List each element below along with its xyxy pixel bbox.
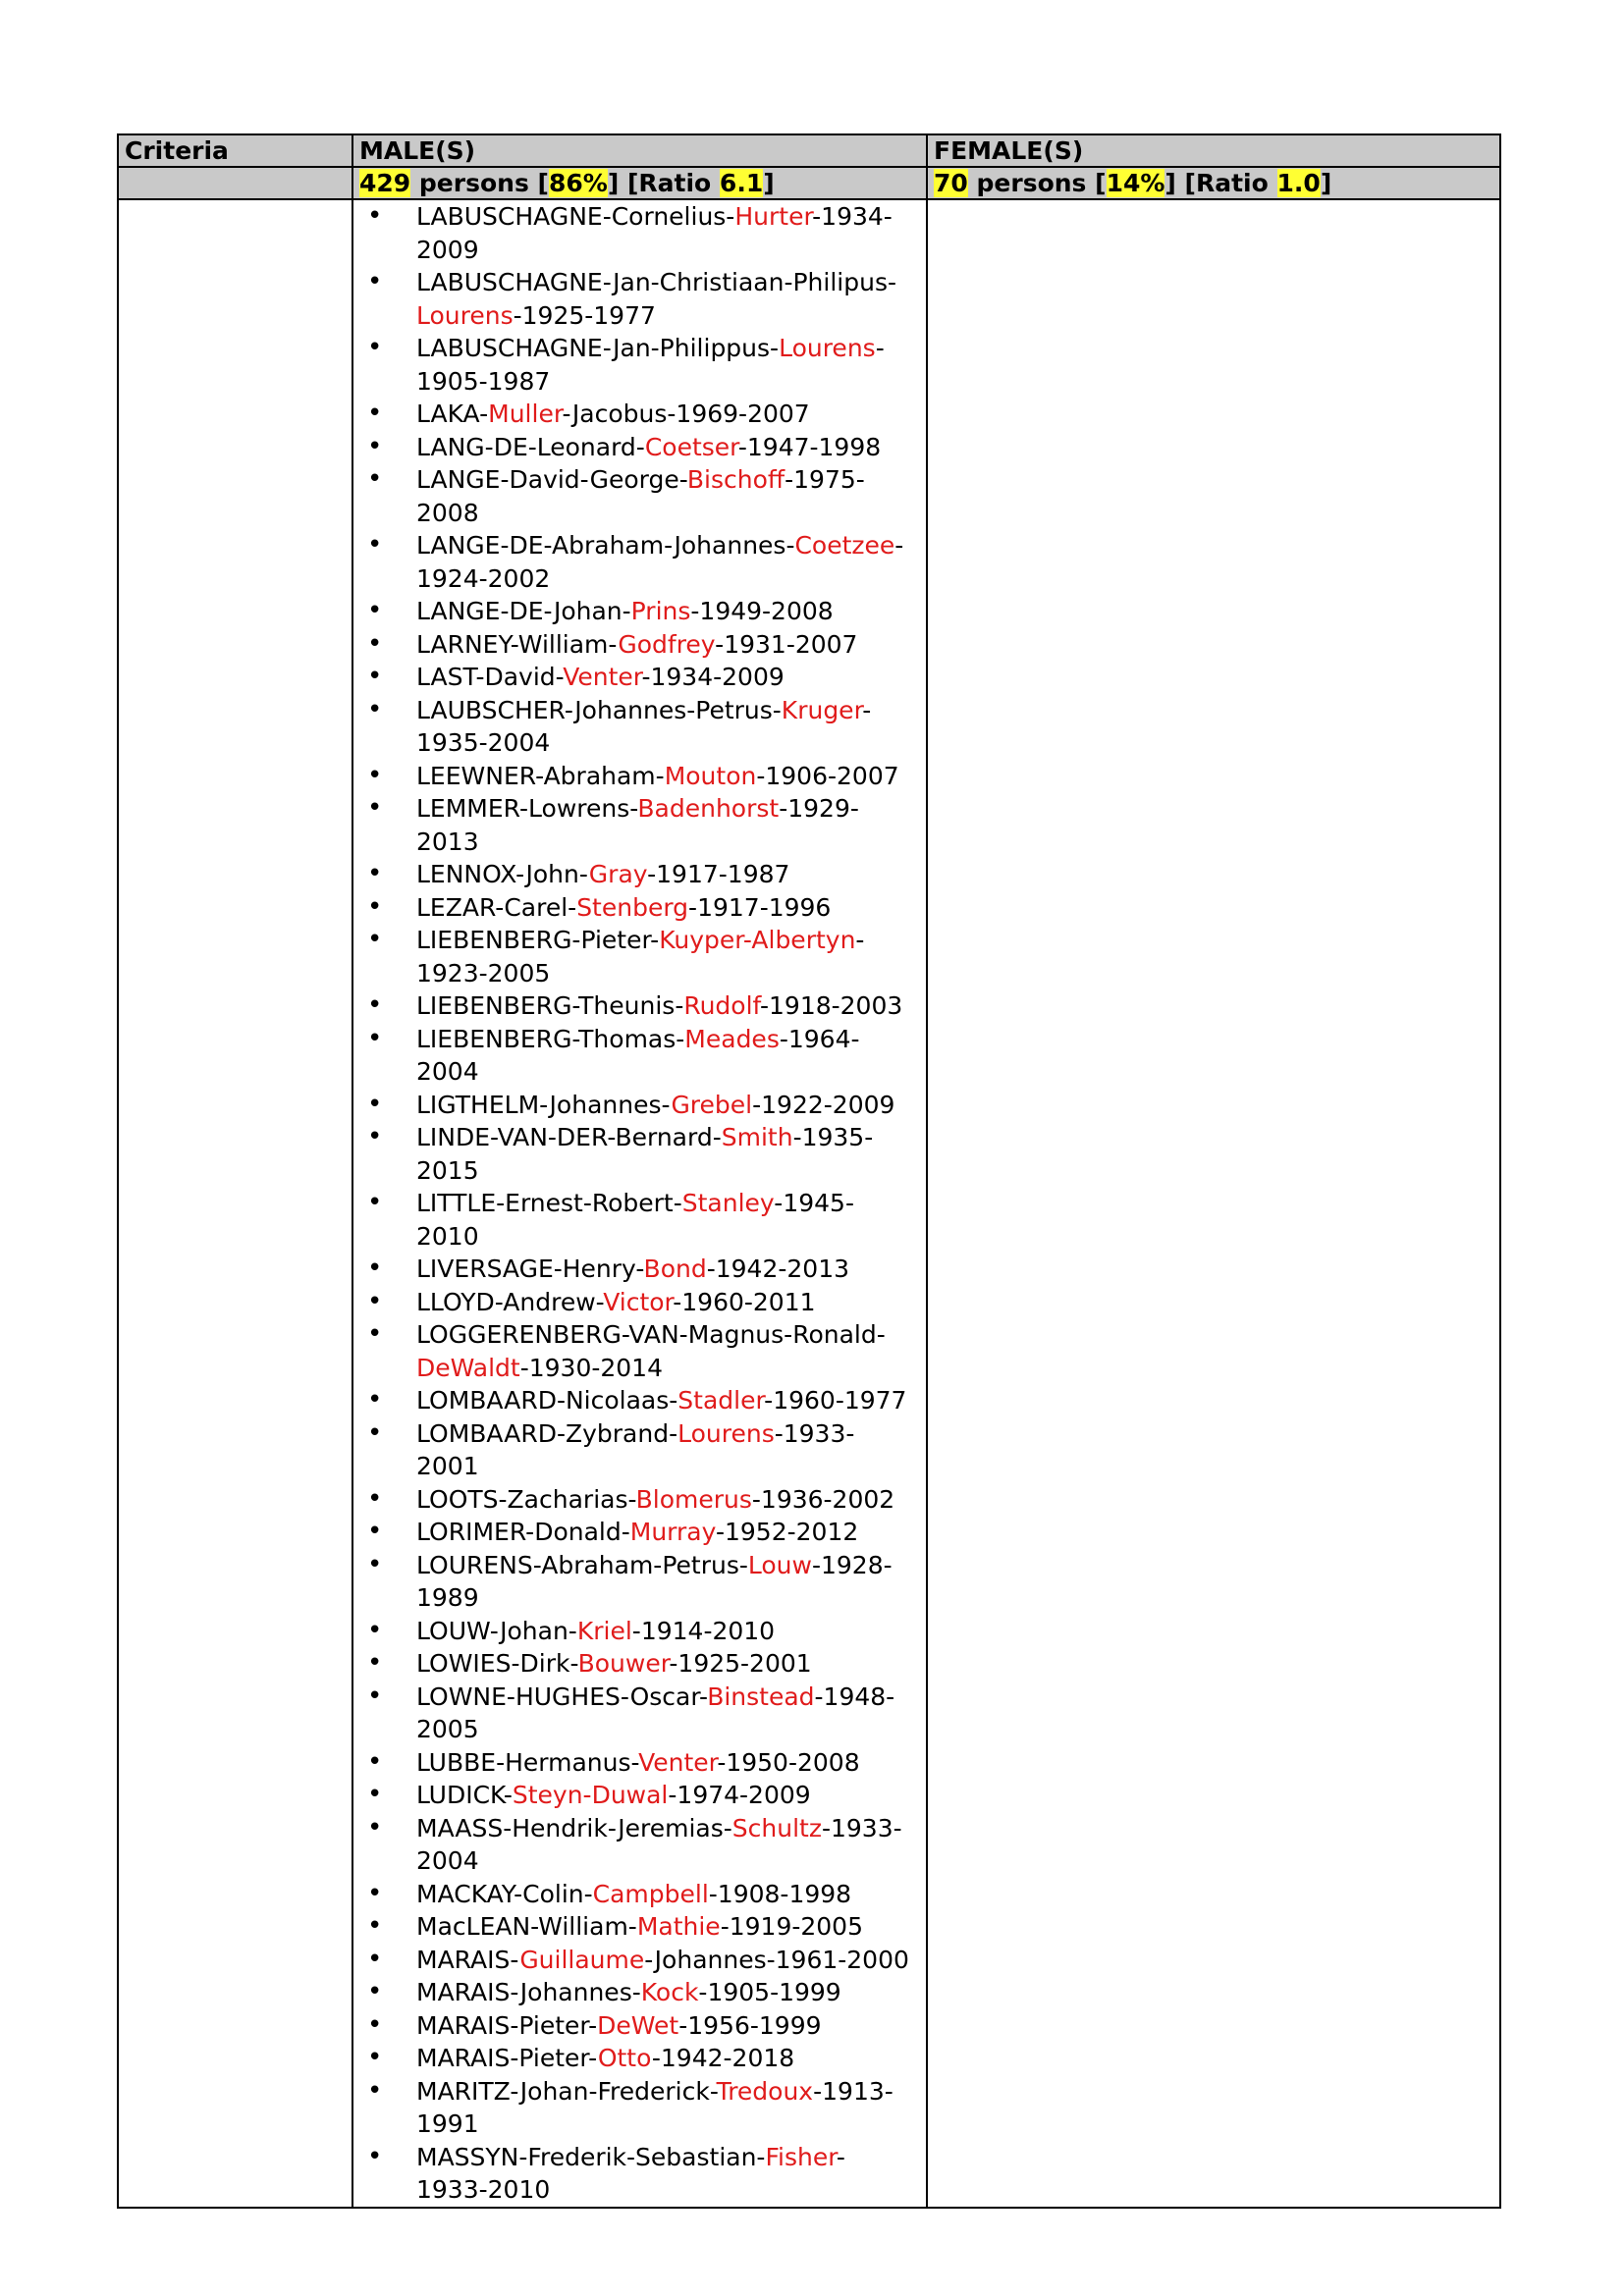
list-item: [359, 200, 920, 266]
name-maiden: Kruger: [781, 695, 863, 724]
name-maiden: Coetser: [644, 432, 738, 461]
name-maiden: Prins: [630, 597, 691, 625]
name-prefix: LLOYD-Andrew-: [416, 1287, 604, 1316]
list-item: [359, 924, 920, 989]
male-ratio-label: Ratio: [638, 169, 712, 197]
list-item: [359, 1318, 920, 1384]
name-prefix: LABUSCHAGNE-Jan-Christiaan-Philipus-: [416, 268, 897, 296]
list-item: [359, 266, 920, 332]
name-suffix: -1923-2005: [416, 926, 865, 988]
list-item: [359, 529, 920, 595]
list-item: [359, 989, 920, 1023]
name-maiden: Otto: [597, 2044, 652, 2072]
name-suffix: -1960-1977: [764, 1386, 907, 1415]
female-summary: 70 persons [14%] [Ratio 1.0]: [927, 167, 1500, 199]
male-names-list: [359, 200, 920, 2207]
list-item: [359, 1944, 920, 1977]
name-suffix: -1975-2008: [416, 465, 865, 527]
criteria-cell: [118, 199, 352, 2208]
list-item: [359, 1615, 920, 1648]
list-item: [359, 2075, 920, 2141]
name-suffix: -1942-2018: [651, 2044, 795, 2072]
name-prefix: LUDICK-: [416, 1781, 513, 1809]
male-percent: 86%: [548, 169, 608, 197]
name-maiden: Venter: [563, 663, 642, 691]
name-suffix: -1931-2007: [715, 629, 858, 659]
name-prefix: MAASS-Hendrik-Jeremias-: [416, 1813, 732, 1842]
name-maiden: Lourens: [677, 1418, 775, 1448]
list-item: [359, 2009, 920, 2043]
name-prefix: LOOTS-Zacharias-: [416, 1484, 636, 1514]
name-suffix: -1905-1999: [698, 1978, 841, 2006]
name-suffix: -1925-2001: [669, 1649, 812, 1678]
name-suffix: -1919-2005: [720, 1912, 863, 1941]
list-item: [359, 1187, 920, 1253]
name-maiden: Smith: [721, 1123, 793, 1151]
name-prefix: LUBBE-Hermanus-: [416, 1747, 639, 1777]
male-count: 429: [359, 169, 411, 197]
name-prefix: LORIMER-Donald-: [416, 1518, 630, 1546]
female-ratio: 1.0: [1276, 169, 1321, 197]
name-prefix: LOWNE-HUGHES-Oscar-: [416, 1682, 708, 1711]
list-item: [359, 1121, 920, 1187]
names-row: [118, 199, 1500, 2208]
name-maiden: Stadler: [677, 1386, 765, 1415]
name-maiden: DeWaldt: [416, 1353, 520, 1382]
name-prefix: LIEBENBERG-Pieter-: [416, 926, 660, 954]
list-item: [359, 1384, 920, 1417]
female-persons-label: persons: [976, 169, 1087, 197]
male-header: MALE(S): [352, 134, 927, 167]
name-maiden: Lourens: [416, 300, 514, 330]
name-suffix: -Johannes-1961-2000: [644, 1945, 909, 1974]
name-maiden: Kock: [640, 1978, 699, 2006]
female-ratio-label: Ratio: [1195, 169, 1269, 197]
name-maiden: Blomerus: [635, 1484, 752, 1514]
list-item: [359, 595, 920, 628]
name-prefix: LEEWNER-Abraham-: [416, 761, 665, 790]
list-item: [359, 1647, 920, 1681]
name-prefix: LIGTHELM-Johannes-: [416, 1090, 672, 1119]
name-maiden: Mouton: [664, 761, 757, 790]
list-item: [359, 694, 920, 760]
name-maiden: Gray: [588, 860, 648, 888]
name-maiden: Rudolf: [683, 991, 760, 1020]
name-maiden: Murray: [629, 1518, 716, 1546]
name-prefix: LOUW-Johan-: [416, 1616, 577, 1645]
male-ratio: 6.1: [719, 169, 764, 197]
name-prefix: LABUSCHAGNE-Jan-Philippus-: [416, 334, 780, 362]
name-maiden: Godfrey: [618, 629, 716, 659]
name-suffix: -1935-2004: [416, 695, 872, 757]
summary-row: [118, 167, 1500, 199]
name-prefix: MARAIS-: [416, 1945, 520, 1974]
name-suffix: -1925-1977: [513, 300, 656, 330]
list-item: [359, 1812, 920, 1878]
list-item: [359, 1089, 920, 1122]
name-suffix: -1960-2011: [673, 1287, 816, 1316]
name-maiden: Muller: [488, 400, 563, 428]
name-suffix: -1917-1996: [688, 892, 832, 922]
name-prefix: LANGE-David-George-: [416, 465, 687, 494]
name-maiden: Bond: [643, 1255, 707, 1283]
name-prefix: LEMMER-Lowrens-: [416, 794, 638, 823]
name-prefix: LANG-DE-Leonard-: [416, 432, 645, 461]
list-item: [359, 1483, 920, 1517]
name-suffix: -1906-2007: [756, 761, 899, 790]
name-suffix: -1918-2003: [759, 991, 903, 1020]
name-suffix: -1933-2004: [416, 1813, 902, 1875]
name-prefix: MacLEAN-William-: [416, 1912, 637, 1941]
name-prefix: LOMBAARD-Zybrand-: [416, 1418, 678, 1448]
name-maiden: Kriel: [576, 1616, 632, 1645]
name-suffix: -1914-2010: [631, 1616, 776, 1645]
female-percent: 14%: [1106, 169, 1165, 197]
name-suffix: -1974-2009: [668, 1781, 811, 1809]
female-count: 70: [934, 169, 968, 197]
name-prefix: LENNOX-John-: [416, 860, 589, 888]
name-prefix: LANGE-DE-Johan-: [416, 597, 631, 625]
name-prefix: LOURENS-Abraham-Petrus-: [416, 1550, 748, 1579]
name-prefix: LINDE-VAN-DER-Bernard-: [416, 1123, 722, 1151]
name-prefix: MARAIS-Pieter-: [416, 2044, 598, 2072]
name-maiden: Venter: [638, 1747, 718, 1777]
name-suffix: -1933-2001: [416, 1418, 855, 1480]
name-prefix: MARITZ-Johan-Frederick-: [416, 2076, 717, 2106]
name-suffix: -1934-2009: [641, 663, 785, 691]
list-item: [359, 1417, 920, 1483]
list-item: [359, 1910, 920, 1944]
name-suffix: -1948-2005: [416, 1682, 895, 1743]
list-item: [359, 1549, 920, 1615]
list-item: [359, 2141, 920, 2207]
female-header: FEMALE(S): [927, 134, 1500, 167]
name-prefix: LAUBSCHER-Johannes-Petrus-: [416, 695, 782, 724]
name-maiden: Lourens: [779, 334, 876, 362]
list-item: [359, 1516, 920, 1549]
name-prefix: LITTLE-Ernest-Robert-: [416, 1189, 682, 1217]
name-maiden: Campbell: [592, 1879, 709, 1908]
list-item: [359, 1253, 920, 1286]
list-item: [359, 1746, 920, 1780]
name-prefix: LIEBENBERG-Theunis-: [416, 991, 684, 1020]
name-prefix: LARNEY-William-: [416, 629, 619, 659]
name-suffix: -1928-1989: [416, 1550, 893, 1612]
name-maiden: Fisher: [765, 2142, 837, 2171]
list-item: [359, 858, 920, 891]
list-item: [359, 792, 920, 858]
name-suffix: -1942-2013: [706, 1255, 850, 1283]
male-summary: 429 persons [86%] [Ratio 6.1]: [352, 167, 927, 199]
list-item: [359, 463, 920, 529]
name-suffix: -1917-1987: [647, 860, 790, 888]
name-prefix: LOWIES-Dirk-: [416, 1649, 578, 1678]
criteria-header: Criteria: [118, 134, 352, 167]
name-maiden: Grebel: [671, 1090, 753, 1119]
name-prefix: MASSYN-Frederik-Sebastian-: [416, 2142, 766, 2171]
list-item: [359, 398, 920, 431]
name-maiden: Louw: [747, 1550, 812, 1579]
name-prefix: MACKAY-Colin-: [416, 1879, 593, 1908]
name-suffix: -1964-2004: [416, 1024, 860, 1086]
name-suffix: -1935-2015: [416, 1123, 874, 1185]
name-suffix: -1956-1999: [678, 2010, 822, 2040]
criteria-summary-cell: [118, 167, 352, 199]
list-item: [359, 1878, 920, 1911]
name-prefix: MARAIS-Pieter-: [416, 2010, 598, 2040]
name-suffix: -1924-2002: [416, 531, 904, 593]
name-maiden: Stenberg: [576, 892, 689, 922]
list-item: [359, 2042, 920, 2075]
name-suffix: -1908-1998: [708, 1879, 852, 1908]
name-prefix: MARAIS-Johannes-: [416, 1978, 641, 2006]
name-maiden: Schultz: [731, 1813, 822, 1842]
name-maiden: Coetzee: [794, 531, 895, 560]
name-suffix: -1950-2008: [717, 1747, 860, 1777]
name-suffix: -1934-2009: [416, 202, 893, 264]
name-maiden: Steyn-Duwal: [512, 1781, 669, 1809]
name-suffix: -1905-1987: [416, 334, 885, 396]
name-suffix: -1929-2013: [416, 794, 859, 856]
list-item: [359, 628, 920, 662]
list-item: [359, 1779, 920, 1812]
name-maiden: Stanley: [681, 1189, 775, 1217]
name-suffix: -Jacobus-1969-2007: [562, 400, 810, 428]
name-suffix: -1952-2012: [715, 1518, 859, 1546]
name-maiden: Bischoff: [686, 465, 785, 494]
name-maiden: Victor: [603, 1287, 674, 1316]
name-suffix: -1936-2002: [751, 1484, 895, 1514]
name-prefix: LOGGERENBERG-VAN-Magnus-Ronald-: [416, 1320, 886, 1349]
name-maiden: Kuyper-Albertyn: [659, 926, 856, 954]
name-maiden: Meades: [684, 1024, 780, 1053]
name-maiden: Hurter: [734, 202, 813, 231]
header-row: [118, 134, 1500, 167]
list-item: [359, 1681, 920, 1746]
criteria-table: [117, 133, 1501, 2209]
list-item: [359, 1023, 920, 1089]
name-prefix: LAKA-: [416, 400, 489, 428]
name-maiden: Binstead: [707, 1682, 815, 1711]
name-suffix: -1913-1991: [416, 2076, 893, 2138]
name-maiden: DeWet: [597, 2010, 679, 2040]
name-prefix: LEZAR-Carel-: [416, 892, 577, 922]
name-suffix: -1947-1998: [737, 432, 882, 461]
name-maiden: Badenhorst: [637, 794, 780, 823]
name-suffix: -1933-2010: [416, 2142, 845, 2204]
list-item: [359, 1286, 920, 1319]
name-prefix: LANGE-DE-Abraham-Johannes-: [416, 531, 795, 560]
male-names-cell: [352, 199, 927, 2208]
female-names-cell: [927, 199, 1500, 2208]
name-prefix: LOMBAARD-Nicolaas-: [416, 1386, 678, 1415]
list-item: [359, 891, 920, 925]
name-prefix: LIEBENBERG-Thomas-: [416, 1024, 685, 1053]
list-item: [359, 661, 920, 694]
name-suffix: -1949-2008: [690, 597, 834, 625]
name-maiden: Guillaume: [519, 1945, 645, 1974]
list-item: [359, 431, 920, 464]
name-maiden: Tredoux: [716, 2076, 814, 2106]
name-maiden: Bouwer: [577, 1649, 670, 1678]
list-item: [359, 1976, 920, 2009]
name-prefix: LABUSCHAGNE-Cornelius-: [416, 202, 735, 231]
name-prefix: LIVERSAGE-Henry-: [416, 1255, 644, 1283]
list-item: [359, 760, 920, 793]
name-suffix: -1922-2009: [752, 1090, 895, 1119]
list-item: [359, 332, 920, 398]
name-suffix: -1930-2014: [519, 1353, 663, 1382]
male-persons-label: persons: [418, 169, 529, 197]
name-maiden: Mathie: [636, 1912, 721, 1941]
name-suffix: -1945-2010: [416, 1189, 854, 1251]
name-prefix: LAST-David-: [416, 663, 564, 691]
